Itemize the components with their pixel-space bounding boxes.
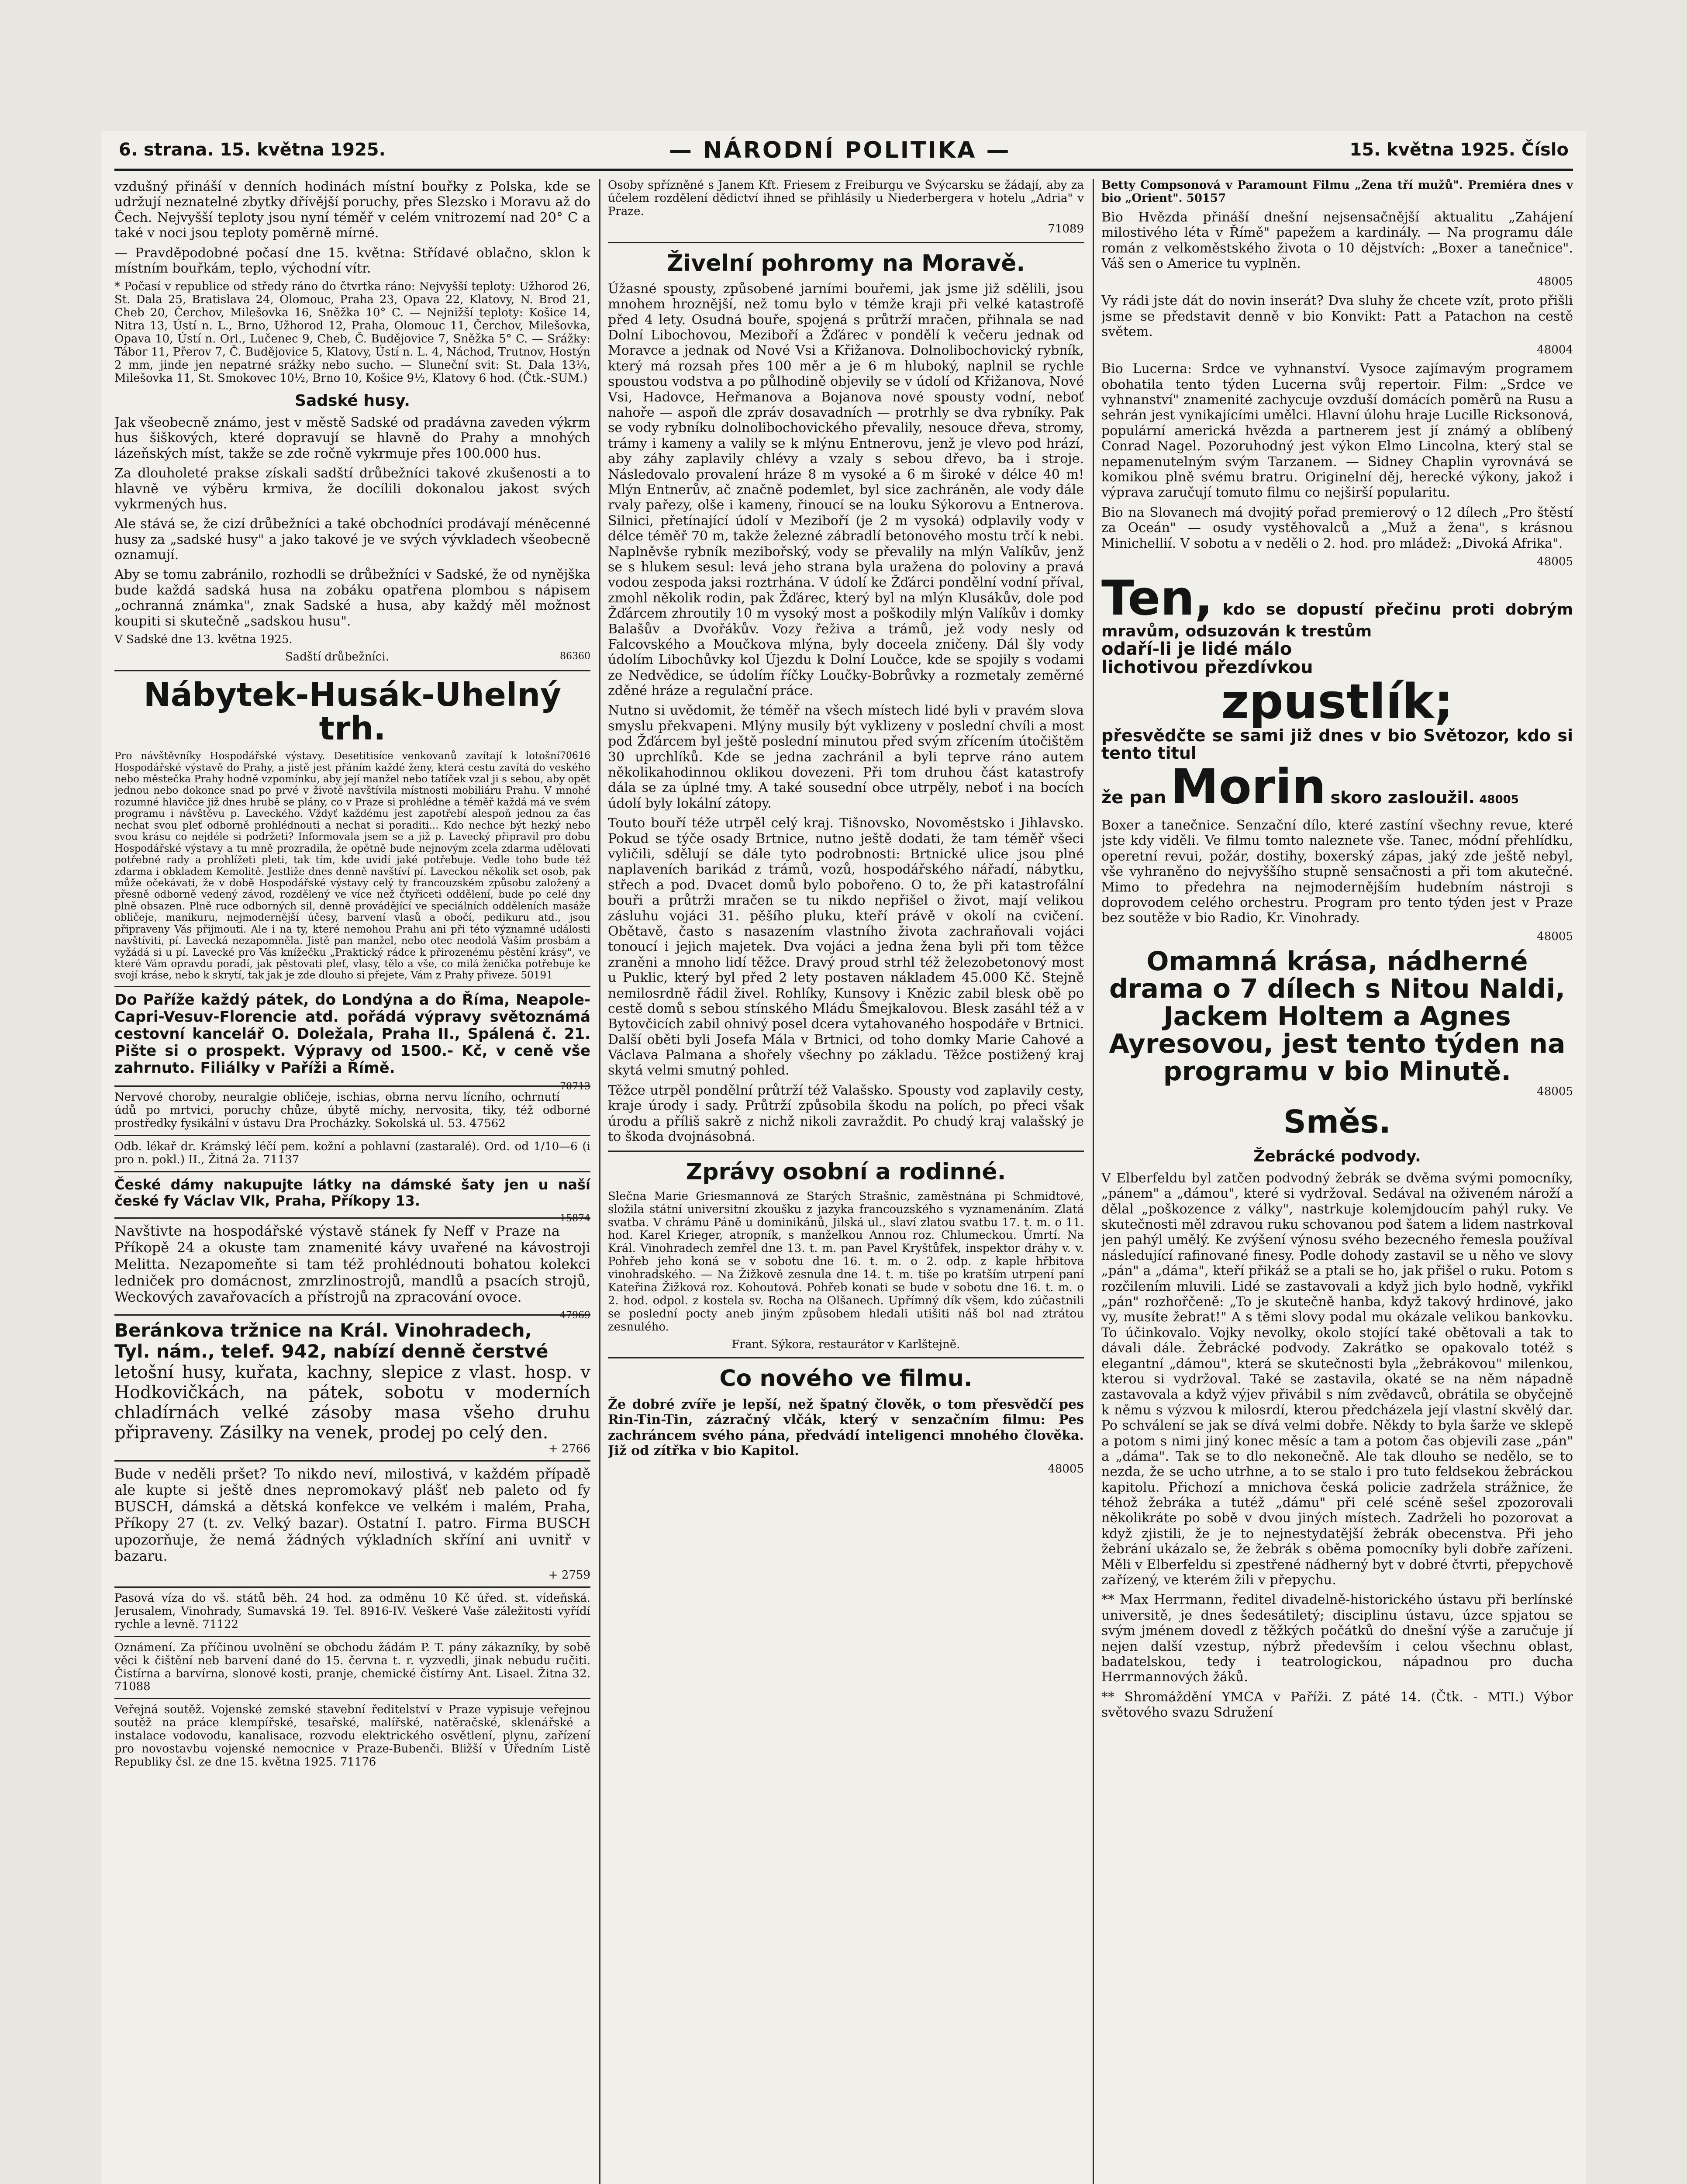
ad-zpustlik: zpustlík;: [1221, 674, 1453, 730]
section-title-film: Co nového ve filmu.: [719, 1365, 973, 1392]
ad-text-lavecky: Pro návštěvníky Hospodářské výstavy. Desetitisíce venkovanů zavítají k lotošní Hospodářské výstavě do Prahy, a jistě jest přáním každé ženy, která cestu zavítá do veského nebo městečka Prahy hodně vzpomínku, aby její manžel nebo tatíček vzal ji s sebou, aby opět jednou nebo dokonce snad po prvé v životě navštívila místnosti mobiliáru Prahu. V mnohé rozumné hlavičce již dnes hrubě se plány, co v Praze si prohlédne a téměř každá má ve svém programu i návštěvu p. Laveckého. Vždyť každému jest zapotřebí alespoň jednou za čas nechat svou pleť odborně prohlédnouti a nechat si poraditi... Kdo nechce být hezký nebo svou krásu co nejdéle si podržeti? Informovala jsem se a již p. Lavecký připravil pro dobu Hospodářské výstavy a tu mně prozradila, že opětně bude nejnovým zcela zdarma udělovati potřebné rady a prohlížeti pleti, tak tím, kde uvidí jaké potřebuje. Vedle toho bude též zdarma i obkladem Kemolitě. Jestliže dnes denně navštíví pí. Laveckou několik set osob, pak může očekávati, že v době Hospodářské výstavy celý ty francouzském způsobu založený a přesně odborně vedený závod, rozdělený ve více než čtyřiceti oddělení, bude po celé dny plně obsazen. Plně ruce odborných sil, denně provádějící ve speciálních odděleních masáže obličeje, manikuru, nejmodernější účesy, barvení vlasů a obočí, pedikuru atd., jsou připraveny Vás přijmouti. Ale i na ty, které nemohou Prahu ani při této významné události navštíviti, pí. Lavecká nezapomněla. Jistě pan manžel, nebo otec neodolá Vaším prosbám a vyžádá si u pí. Lavecké pro Vás knížečku „Praktický rádce k přirozenému pěstění krásy", ve které Vám opravdu poradí, jak pěstovati pleť, vlasy, tělo a vše, co milá ženička potřebuje ke svojí kráse, nebo k skrytí, tak jak je zde dlouho si přejete, Vám z Prahy přiveze. 50191: [114, 750, 590, 981]
header-rule: [114, 169, 1573, 171]
film-news: Že dobré zvíře je lepší, než špatný člověk, o tom přesvědčí pes Rin-Tin-Tin, zázračný vlčák, který v senzačním filmu: Pes zachráncem svého pána, předvádí inteligenci mnohého člověka. Již od zítřka v bio Kapitol.: [608, 1396, 1084, 1458]
flood-paragraph: Touto bouří téže utrpěl celý kraj. Tišnovsko, Novoměstsko i Jihlavsko. Pokud se týče osady Brtnice, nutno ještě dodati, že tam téměř všeci vyličili, sdělují se dále tyto podrobnosti: Brtnické ulice jsou plné naplaveních barikád z trámů, vozů, hospodářského nářadí, nábytku, střech a pod. Dvacet domů bylo pobořeno. O to, že při katastrofální bouři a průtrži mračen se tu nikdo nepřišel o život, mají velikou zásluhu vojáci 31. pěšího pluku, kteří právě v okolí na cvičení. Obětavě, často s nasazením vlastního života zachraňovali vojáci tonoucí i jejich majetek. Dva vojáci a jedna žena byli při tom těžce zraněni a mnoho lidí těžce. Dravý proud strhl též železobetonový most u Puklic, který byl před 2 lety postaven nákladem 45.000 Kč. Stejně nemilosrdně řádil živel. Rohlíky, Kunsovy i Knězic zabil blesk obě po cestě domů s sebou stínského Mládu Šmejkalovou. Blesk zasáhl též a v Bytovčicích zabil ohnivý posel dcera vytahovaného hospodáře v Brtnici. Další oběti byli Josefa Mála v Brtnici, od toho domky Marie Cahové a Václava Palmana a shořely všechny po základu. Těžce postižený kraj skytá velmi smutný pohled.: [608, 816, 1084, 1078]
ad-line: že pan: [1101, 788, 1166, 808]
ad-number: 48005: [1537, 1085, 1573, 1098]
ad-title-husak: Nábytek-Husák-Uhelný trh.: [143, 676, 562, 748]
ad-paris-travel: Do Paříže každý pátek, do Londýna a do Říma, Neapole-Capri-Vesuv-Florencie atd. pořádá výpravy světoznámá cestovní kancelář O. Doležala, Praha II., Spálená č. 21. Pište si o prospekt. Výpravy od 1500.- Kč, v ceně vše zahrnuto. Filiálky v Paříži a Římě.: [114, 986, 590, 1081]
article-title-geese: Sadské husy.: [295, 392, 410, 410]
ad-busch-rain: Bude v neděli pršet? To nikdo neví, milostivá, v každém případě ale kupte si ještě dnes nepromokavý plášť neb paleto od fy BUSCH, dámská a dětská konfekce ve velkém i malém, Praha, Příkopy 27 (t. zv. Velký bazar). Ostatní I. patro. Firma BUSCH upozorňuje, že nemá žádných výkladních skříní ani uvnitř v bazaru.: [114, 1460, 590, 1569]
ad-svetozor-morin: [1101, 570, 1573, 815]
ad-morin: Morin: [1170, 759, 1326, 815]
ad-number: 48005: [1537, 555, 1573, 568]
ad-line: skoro zasloužil.: [1330, 788, 1475, 808]
ad-number-value: 70713: [560, 1081, 590, 1092]
newspaper-page: [101, 131, 1586, 2184]
section-rule: [114, 670, 590, 671]
section-rule: [608, 1357, 1084, 1358]
page-number-date: 6. strana. 15. května 1925.: [119, 140, 386, 160]
ad-number-value: 70616: [560, 750, 590, 762]
ad-number-value: 15874: [560, 1213, 590, 1224]
geese-paragraph: Aby se tomu zabránilo, rozhodli se drůbežníci v Sadské, že od nynějška bude každá sadská husa na zobáku opatřena plombou s nápisem „ochranná známka", znak Sadské a husa, aby každý měl možnost koupiti si skutečně „sadskou husu".: [114, 567, 590, 629]
ad-line: lichotivou přezdívkou: [1101, 657, 1313, 678]
ad-beranek: [114, 1314, 590, 1460]
cinema-lucerna: Bio Lucerna: Srdce ve vyhnanství. Vysoce zajímavým programem obohatila tento týden Lucerna svůj repertoir. Film: „Srdce ve vyhnanství" znamenité zachycuje ovzduší domácích poměrů na Rusu a sehrán jest vynikajícími umělci. Hlavní úlohu hraje Lucille Ricksonová, populární americká hvězda a partnerem jest jí známý a oblíbený Conrad Nagel. Pozoruhodný jest výkon Elmo Lincolna, který stal se nepamenutelným svým Tarzanem. — Sidney Chaplin vyrovnává se komikou plně svému bratru. Originelní děj, herecké výkony, jakož i výprava zaručují tomuto filmu co nejširší popularitu.: [1101, 361, 1573, 501]
geese-paragraph: Za dlouholeté prakse získali sadští drůbežníci takové zkušenosti a to hlavně ve výběru krmiva, že docílili dokonalou jakost svých vykrmených hus.: [114, 466, 590, 512]
column-left: [114, 179, 590, 2184]
ad-number: 48005: [1048, 1462, 1084, 1476]
ad-passport: Pasová víza do vš. států běh. 24 hod. za odměnu 10 Kč úřed. st. vídeňská. Jerusalem, Vinohrady, Sumavská 19. Tel. 8916-IV. Veškeré Vaše záležitosti vyřídí rychle a levně. 71122: [114, 1586, 590, 1636]
ad-number-value: 47969: [560, 1310, 590, 1321]
flood-paragraph: Úžasné spousty, způsobené jarními bouřemi, jak jsme již sdělili, jsou mnohem hroznější, než tomu bylo v témže kraji při velké katastrofě před 4 lety. Osudná bouře, spojená s průtrží mračen, přihnala se nad Dolní Libochovou, Meziboří a Žďárec v pondělí k večeru jednak od Moravce a jednak od Nové Vsi a Křižanova. Dolnolibochovický rybník, který má rozsah přes 100 měr a je 6 m hluboký, naplnil se rychle spoustou vodstva a po půlhodině objevily se v údolí od Křižanova, Nové Vsi, Hadovce, Heřmanova a Bojanova nové spousty vodní, neboť nahoře — aspoň dle zpráv dosavadních — protrhly se dva rybníky. Pak se vody rybníku dolnolibochovického převalily, nesouce dřeva, stromy, trámy i kameny a valily se k mlýnu Entnerovu, jenž je vlevo pod hrází, aby záhy zaplavily chlévy a vzaly s sebou dřevo, ba i stroje. Následovalo provalení hráze 8 m vysoké a 6 m široké v délce 40 m! Mlýn Entnerův, ač značně podemlet, byl sice zachráněn, ale vody dále rvaly pařezy, olše i kameny, řinoucí se na louku Sýkorovu a Entnerova. Silnici, přetínající údolí v Meziboří (je 2 m vysoká) odplavily vody v délce téměř 70 m, takže železné zábradlí betonového mostu trčí k nebi. Naplněvše rybník mezibořský, vody se převalily na mlýn Valíkův, jenž se s hlukem sesul: levá jeho strana byla uražena do poloviny a pravá vodou zespoda jaksi roztrhána. V údolí ke Žďárci pondělní vodní příval, zmohl několik rodin, pak Žďárec, který byl na mlýn Klusákův, dole pod Žďárcem zhroutily 10 m vysoký most a poškodily mlýn Valíkův i domky Balašův a Dvořákův. Vozy řeživa a trámů, jež vody nesly od Falcovského a Moučkova mlýna, byly doceela zničeny. Dál šly vody údolím Libochůvky kol Újezdu k Dolní Loučce, kde se spojily s vodami ze Nedvědice, se údolím říčky Loučky-Bobrůvky a rozmetaly zeměrné zděné hráze a regulační práce.: [608, 281, 1084, 699]
hermann-paragraph: ** Max Herrmann, ředitel divadelně-historického ústavu při berlínské universitě, je dnes šedesátiletý; disciplinu ústavu, úzce spjatou se svým jménem dovedl z těžkých počátků do dnešní výše a zaručuje jí nejen další vzestup, nýbrž především i celou všechnu oblast, badatelskou, tedy i teatrologickou, nápadnou pro ducha Herrmannových žáků.: [1101, 1592, 1573, 1685]
column-divider: [1093, 179, 1094, 2184]
column-middle: [608, 179, 1084, 2184]
column-divider: [599, 179, 600, 2184]
geese-signature-name: Sadští drůbežníci.: [285, 650, 390, 663]
ad-ten-text: kdo se dopustí přečinu proti dobrým mravům, odsuzován k trestům: [1101, 600, 1573, 641]
inheritance-notice: Osoby spřízněné s Janem Kft. Friesem z Freiburgu ve Švýcarsku se žádají, aby za účelem rozdělení dědictví ihned se přihlásily u Niederbergera v hotelu „Adria" v Praze.: [608, 179, 1084, 218]
geese-signature-place: V Sadské dne 13. května 1925.: [114, 633, 293, 646]
weather-paragraph: vzdušný přináší v denních hodinách místní bouřky z Polska, kde se udržují neznatelné zbytky dřívější poruchy, přes Slezsko i Moravu až do Čech. Nejvyšší teploty jsou nyní téměř v celém vnitrozemí nad 20° C a také v noci jsou teploty poměrně mírné.: [114, 179, 590, 241]
ad-public-tender: Veřejná soutěž. Vojenské zemské stavební ředitelství v Praze vypisuje veřejnou soutěž na práce klempířské, tesařské, malířské, natěračské, sklenářské a instalace vodovodu, kanalisace, rozvodu elektrického osvětlení, plynu, zařízení pro novostavbu vojenské nemocnice v Praze-Bubenči. Bližší v Úředním Listě Republiky čsl. ze dne 15. května 1925. 71176: [114, 1698, 590, 1773]
geese-paragraph: Ale stává se, že cizí drůbežníci a také obchodníci prodávají méněcenné husy za „sadské husy" a jako takové je ve svých vývkladech všeobecně oznamují.: [114, 516, 590, 563]
ad-doctor: Odb. lékař dr. Krámský léčí pem. kožní a pohlavní (zastaralé). Ord. od 1/10—6 (i pro n. pokl.) II., Žitná 2a. 71137: [114, 1135, 590, 1171]
article-title-flood: Živelní pohromy na Moravě.: [666, 250, 1025, 276]
ad-number: 86360: [560, 650, 590, 662]
page-header: [101, 131, 1586, 166]
cinema-slovan: Bio na Slovanech má dvojitý pořad premierový o 12 dílech „Pro štěstí za Oceán" — osudy vystěhovalců a „Muž a žena", s krásnou Minichellií. V sobotu a v neděli o 2. hod. pro mládež: „Divoká Afrika".: [1101, 505, 1573, 551]
personal-news: Slečna Marie Griesmannová ze Starých Strašnic, zaměstnána pi Schmidtové, složila státní universitní zkoušku z jazyka francouzského s vyznamenáním. Zlatá svatba. V chrámu Páně u dominikánů, Jilská ul., slaví zlatou svatbu 17. t. m. o 11. hod. Karel Krieger, atropník, s manželkou Annou roz. Chlumeckou. Úmrtí. Na Král. Vinohradech zemřel dne 13. t. m. pan Pavel Kryštůfek, inspektor dráhy v. v. Pohřeb jeho koná se v sobotu dne 16. t. m. o 2. odp. z kaple hřbitova vinohradského. — Na Žižkově zesnula dne 14. t. m. tiše po kratším utrpení paní Kateřina Žižková roz. Kohoutová. Pohřeb konati se bude v sobotu dne 16. t. m. o 2. hod. odpol. z kostela sv. Rocha na Olšanech. Upřímný dík všem, kdo zúčastnili se poslední pocty aneb jiným způsobem hledali utišiti náš bol nad ztrátou zesnulého.: [608, 1189, 1084, 1334]
ad-coffee: Navštivte na hospodářské výstavě stánek fy Neff v Praze na Příkopě 24 a okuste tam znamenité kávy uvařené na kávostroji Melitta. Nezapomeňte si tam též prohlédnouti bohatou kolekci ledniček pro domácnost, zmrzlinostrojů, mandlů a psacích strojů, Weckových zavařovacích a přístrojů na zpracování ovoce.: [114, 1217, 590, 1310]
ad-naldi: Omamná krása, nádherné drama o 7 dílech s Nitou Naldi, Jackem Holtem a Agnes Ayresovou, jest tento týden na programu v bio Minutě.: [1109, 946, 1566, 1087]
issue-date: 15. května 1925. Číslo: [1349, 140, 1569, 160]
flood-paragraph: Nutno si uvědomit, že téměř na všech místech lidé byli v pravém slova smyslu překvapeni. Mlýny musily být vyklizeny v poslední chvíli a most pod Žďárcem byl ještě poslední minutou před svým zřícením útočištěm 30 uprchlíků. Kde se jedna zachránil a byli teprve ráno autem několikahodinnou oklikou dovezeni. Při tom druhou část katastrofy dála se za úplné tmy. A také sousední obce utrpěly, neboť i na bocích údolí byly lokální zátopy.: [608, 703, 1084, 811]
column-right: [1101, 179, 1573, 2184]
ad-nerve: Nervové choroby, neuralgie obličeje, ischias, obrna nervu lícního, ochrnutí údů po mrtvici, poruchy chůze, úbytě míchy, nervosita, tiky, též odborné prostředky fysikální v ústavu Dra Procházky. Sokolská ul. 53. 47562: [114, 1085, 590, 1135]
article-title-beggar: Žebrácké podvody.: [1253, 1147, 1421, 1166]
ymca-paragraph: ** Shromáždění YMCA v Paříži. Z páté 14. (Čtk. - MTI.) Výbor světového svazu Sdružení: [1101, 1689, 1573, 1721]
beranek-line: Tyl. nám., telef. 942, nabízí denně čerstvé: [114, 1341, 549, 1362]
ad-czech-fabric: České dámy nakupujte látky na dámské šaty jen u naší české fy Václav Vlk, Praha, Příkopy 13.: [114, 1171, 590, 1213]
ad-line: přesvědčte se sami již dnes v bio Světozor, kdo si tento titul: [1101, 726, 1573, 763]
cinema-hvezda: Bio Hvězda přináší dnešní nejsensačnější aktualitu „Zahájení milostivého léta v Římě" papežem a kardinály. — Na programu dále román z velkoměstského života o 10 dějstvích: „Boxer a tanečnice". Váš sen o Americe tu vyplněn.: [1101, 209, 1573, 271]
flood-paragraph: Těžce utrpěl pondělní průtrží též Valašsko. Spousty vod zaplavily cesty, kraje úrody i sady. Průtrží způsobila škodu na polích, po přeci však úrodu a příliš sakrě z nichž nikoli zavraždit. Po chudý kraj valašský je to škoda dvojnásobná.: [608, 1082, 1084, 1145]
ad-number: 48005: [1537, 930, 1573, 943]
section-rule: [608, 242, 1084, 243]
cinema-orient: Betty Compsonová v Paramount Filmu „Žena tří mužů". Premiéra dnes v bio „Orient". 50157: [1101, 179, 1573, 205]
cinema-radio: Boxer a tanečnice. Senzační dílo, které zastíní všechny revue, které jste kdy viděli. Ve filmu tomto naleznete vše. Tanec, módní přehlídku, operetní revui, požár, dostihy, boxerský zápas, jaký zde ještě nebyl, vše vyhraněno do nejvyššího stupně sensačnosti a při tom akutečné. Mimo to předehra na nejmodernějším hudebním nástroji s doprovodem celého orchestru. Program pro tento týden jest v Praze bez soutěže v bio Radio, Kr. Vinohrady.: [1101, 817, 1573, 926]
weather-republic: * Počasí v republice od středy ráno do čtvrtka ráno: Nejvyšší teploty: Užhorod 26, St. Dala 25, Bratislava 24, Olomouc, Praha 23, Opava 22, Klatovy, N. Brod 21, Cheb 20, Čerchov, Milešovka 16, Sněžka 10° C. — Nejnižší teploty: Košice 14, Nitra 13, Ústí n. L., Brno, Užhorod 12, Praha, Olomouc 11, Čerchov, Milešovka, Opava 10, Ústí n. Orl., Lučenec 9, Cheb, Č. Budějovice 7, Sněžka 5° C. — Srážky: Tábor 11, Přerov 7, Č. Budějovice 5, Klatovy, Ústí n. L. 4, Náchod, Trutnov, Hostýn 2 mm, jinde jen nepatrné srážky nebo sucho. — Sluneční svit: St. Dala 13¼, Milešovka 11, St. Smokovec 10½, Brno 10, Košice 9½, Klatovy 6 hod. (Čtk.-SUM.): [114, 280, 590, 385]
ad-number: 48005: [1479, 793, 1519, 807]
masthead: — NÁRODNÍ POLITIKA —: [669, 137, 1011, 163]
ad-number: + 2759: [548, 1569, 590, 1582]
ad-ten: Ten,: [1101, 570, 1213, 626]
beranek-text: letošní husy, kuřata, kachny, slepice z vlast. hosp. v Hodkovičkách, na pátek, sobotu v moderních chladírnách velké zásoby masa všeho druhu připraveny. Zásilky na venek, prodej po celý den.: [114, 1362, 590, 1443]
geese-signature: [114, 651, 590, 664]
ad-line: odaří-li je lidé málo: [1101, 639, 1292, 660]
beranek-line: Beránkova tržnice na Král. Vinohradech,: [114, 1320, 532, 1341]
section-title-personal: Zprávy osobní a rodinné.: [686, 1159, 1006, 1185]
personal-signature: Frant. Sýkora, restaurátor v Karlštejně.: [731, 1337, 960, 1351]
section-title-smes: Směs.: [1283, 1103, 1391, 1140]
section-rule: [608, 1151, 1084, 1152]
ad-number: 48004: [1537, 343, 1573, 357]
geese-paragraph: Jak všeobecně známo, jest v městě Sadské od pradávna zaveden výkrm hus šiškových, které dopravují se hlavně do Prahy a mnohých lázeňských míst, takže se zde ročně vykrmuje přes 100.000 hus.: [114, 415, 590, 461]
weather-forecast: — Pravděpodobné počasí dne 15. května: Střídavé oblačno, sklon k místním bouřkám, teplo, východní vítr.: [114, 245, 590, 276]
ad-number: 48005: [1537, 275, 1573, 289]
ad-number: 71089: [1048, 222, 1084, 235]
cinema-konvikt: Vy rádi jste dát do novin inserát? Dva sluhy že chcete vzít, proto přišli jsme se představit denně v bio Konvikt: Patt a Patachon na cestě světem.: [1101, 293, 1573, 340]
ad-notice: Oznámení. Za příčinou uvolnění se obchodu žádám P. T. pány zákazníky, by sobě věci k čištění neb barvení dané do 15. června t. r. vyzvedli, jinak nebudu ručiti. Čistírna a barvírna, slonové kosti, pranje, chemické čistírny Ant. Lisael. Žitna 32. 71088: [114, 1636, 590, 1698]
beggar-paragraph: V Elberfeldu byl zatčen podvodný žebrák se dvěma svými pomocníky, „pánem" a „dámou", které si vydržoval. Sedával na oživeném nároží a dělal „poškozence z války", nastrkuje kolemjdoucím pahýl ruky. Ve skutečnosti měl zdravou ruku schovanou pod šatem a lidem nastrkoval jen pahýl umělý. Ke zvýšení výnosu svého bezecného řemesla používal následující rafinované finesy. Podle dohody zastavil se u něho ve slovy „pán" a „dáma", kteří přikáž se a ptali se ho, jak přišel o ruku. Potom s rozčilením mluvili. Lidé se zastavovali a když jich bylo hodně, vykřikl „pán" rozhořčeně: „To je skutečně hanba, když takový hrdinové, jako vy, musíte žebrat!" A s těmi slovy podal mu okázale velikou bankovku. To účinkovalo. Vojky nevolky, okolo stojící také obětovali a tak to dávali dále. Žebrácké podvody. Zakrátko se opakovalo totéž s elegantní „dámou", která se skutečnosti byla „žebrákovou" milenkou, kterou si vydržoval. Také se zastavila, okaté se na něm nápadně zastavovala a když výjev přivábil s ním zvědavců, obrátila se obyčejně k němu s výzvou k milosrdí, kterou předcházela její vlastní skvělý dar. Po schválení se jak se dívá velmi dobře. Někdy to byla šarže ve sklepě a potom s nimi jiný konec měsíc a tam a potom čas objevili zase „pán" a „dáma". Tak se to dlo nekonečně. Ale tak dlouho se nedělo, se to nezda, že se ucho utrhne, a to se stalo i pro tuto feldsekou žebráckou kapitolu. Přichozí a mnichova česká policie zadržela strážnice, že téhož žebráka a tutéž „dámu" při celé scéně sešel zpozorovali několikráte po sobě v dvou jiných místech. Zadrželi ho pozorovat a když zjistili, že je to nejnestydatější žebrák obecenstva. Při jeho žebrání ukázalo se, že žebrák s oběma pomocníky byli dobře zařízeni. Měli v Elberfeldu si zpestřené nádherný byt v dobré čtvrti, přepychově zařízený, ve kterém žili v přepychu.: [1101, 1170, 1573, 1588]
ad-number: + 2766: [548, 1442, 590, 1455]
